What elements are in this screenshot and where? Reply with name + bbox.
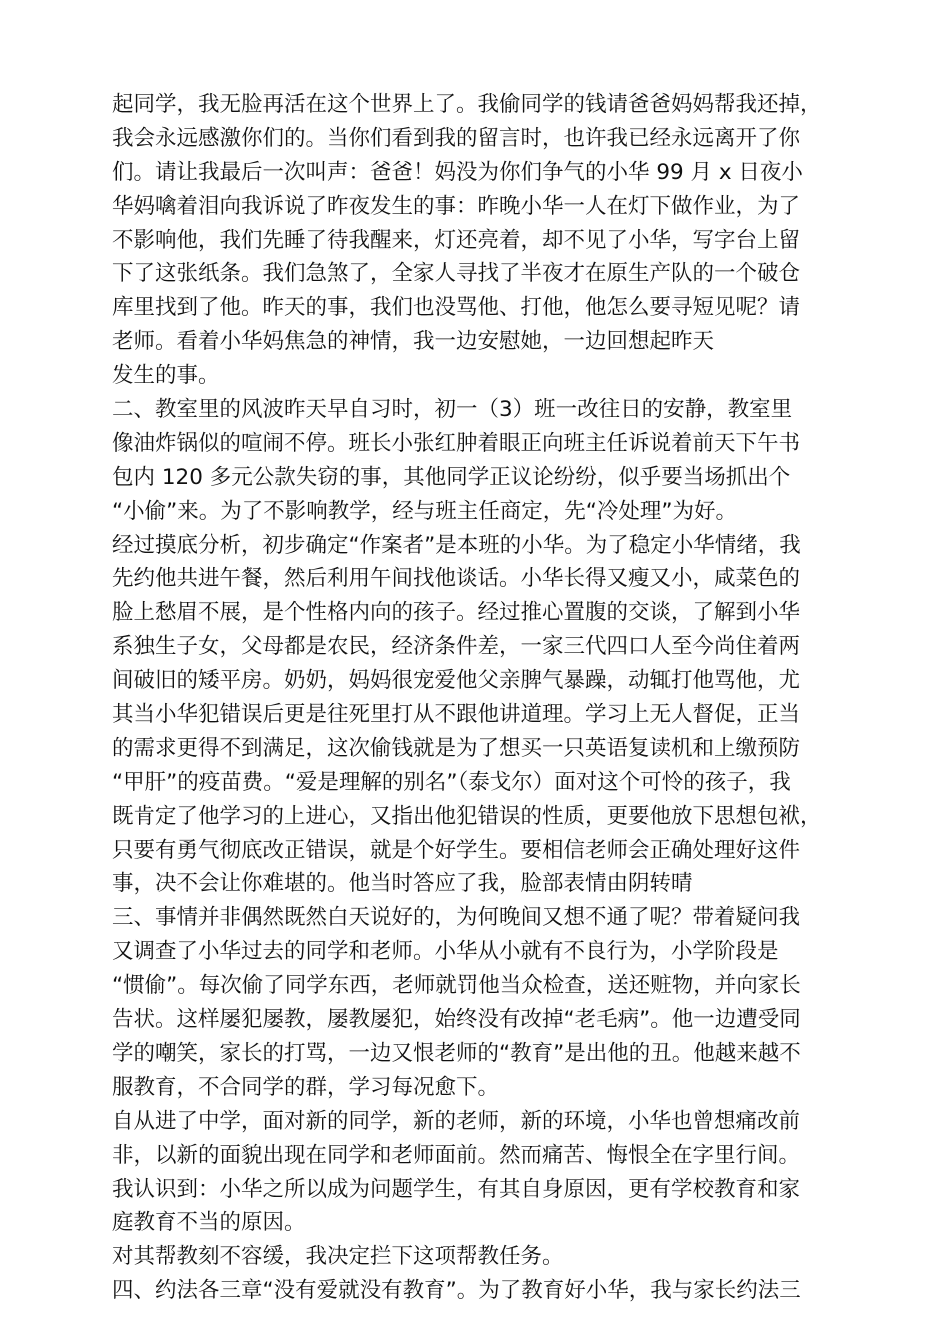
text-line: 自从进了中学，面对新的同学，新的老师，新的环境，小华也曾想痛改前	[112, 1108, 801, 1134]
text-line: 发生的事。	[112, 363, 220, 389]
text-line: 既肯定了他学习的上进心，又指出他犯错误的性质，更要他放下思想包袱，	[112, 803, 822, 829]
text-line: 起同学，我无脸再活在这个世界上了。我偷同学的钱请爸爸妈妈帮我还掉，	[112, 92, 822, 117]
text-line: 像油炸锅似的喧闹不停。班长小张红肿着眼正向班主任诉说着前天下午书	[112, 430, 801, 456]
text-line: 下了这张纸条。我们急煞了，全家人寻找了半夜才在原生产队的一个破仓	[112, 261, 801, 287]
text-line: 事，决不会让你难堪的。他当时答应了我，脸部表情由阴转晴	[112, 871, 693, 897]
text-line: 庭教育不当的原因。	[112, 1210, 306, 1236]
text-line: “惯偷”。每次偷了同学东西，老师就罚他当众检查，送还赃物，并向家长	[112, 973, 801, 999]
text-line: 其当小华犯错误后更是往死里打从不跟他讲道理。学习上无人督促，正当	[112, 702, 801, 728]
text-line: 又调查了小华过去的同学和老师。小华从小就有不良行为，小学阶段是	[112, 939, 779, 965]
text-line: 系独生子女，父母都是农民，经济条件差，一家三代四口人至今尚住着两	[112, 634, 801, 660]
text-line: 不影响他，我们先睡了待我醒来，灯还亮着，却不见了小华，写字台上留	[112, 227, 801, 253]
section-heading-line: 四、约法各三章“没有爱就没有教育”。为了教育好小华，我与家长约法三	[112, 1278, 801, 1304]
text-line: 华妈噙着泪向我诉说了昨夜发生的事：昨晚小华一人在灯下做作业，为了	[112, 193, 801, 219]
text-line: 经过摸底分析，初步确定“作案者”是本班的小华。为了稳定小华情绪，我	[112, 532, 801, 558]
text-line: 老师。看着小华妈焦急的神情，我一边安慰她，一边回想起昨天	[112, 329, 715, 355]
text-line: 间破旧的矮平房。奶奶，妈妈很宠爱他父亲脾气暴躁，动辄打他骂他，尤	[112, 668, 801, 694]
text-line: 对其帮教刻不容缓，我决定拦下这项帮教任务。	[112, 1244, 564, 1270]
text-line: 脸上愁眉不展，是个性格内向的孩子。经过推心置腹的交谈，了解到小华	[112, 600, 801, 626]
section-heading-line: 二、教室里的风波昨天早自习时，初一（3）班一改往日的安静，教室里	[112, 397, 793, 423]
text-line: 库里找到了他。昨天的事，我们也没骂他、打他，他怎么要寻短见呢？请	[112, 295, 801, 321]
text-line: 非，以新的面貌出现在同学和老师面前。然而痛苦、悔恨全在字里行间。	[112, 1142, 801, 1168]
text-line: 的需求更得不到满足，这次偷钱就是为了想买一只英语复读机和上缴预防	[112, 735, 801, 761]
text-line: 包内 120 多元公款失窃的事，其他同学正议论纷纷，似乎要当场抓出个	[112, 464, 791, 490]
text-line: 服教育，不合同学的群，学习每况愈下。	[112, 1074, 500, 1100]
text-line: 先约他共进午餐，然后利用午间找他谈话。小华长得又瘦又小，咸菜色的	[112, 566, 801, 592]
text-line: 我会永远感激你们的。当你们看到我的留言时，也许我已经永远离开了你	[112, 125, 801, 151]
document-body	[112, 88, 857, 1308]
text-line: 学的嘲笑，家长的打骂，一边又恨老师的“教育”是出他的丑。他越来越不	[112, 1040, 801, 1066]
text-line: 们。请让我最后一次叫声：爸爸！妈没为你们争气的小华 99 月 x 日夜小	[112, 159, 803, 185]
text-line: “甲肝”的疫苗费。“爱是理解的别名”（泰戈尔）面对这个可怜的孩子，我	[112, 769, 791, 795]
text-line: 只要有勇气彻底改正错误，就是个好学生。要相信老师会正确处理好这件	[112, 837, 801, 863]
text-line: 告状。这样屡犯屡教，屡教屡犯，始终没有改掉“老毛病”。他一边遭受同	[112, 1007, 801, 1033]
text-line: “小偷”来。为了不影响教学，经与班主任商定，先“冷处理”为好。	[112, 498, 738, 524]
text-line: 我认识到：小华之所以成为问题学生，有其自身原因，更有学校教育和家	[112, 1176, 801, 1202]
section-heading-line: 三、事情并非偶然既然白天说好的，为何晚间又想不通了呢？带着疑问我	[112, 905, 801, 931]
